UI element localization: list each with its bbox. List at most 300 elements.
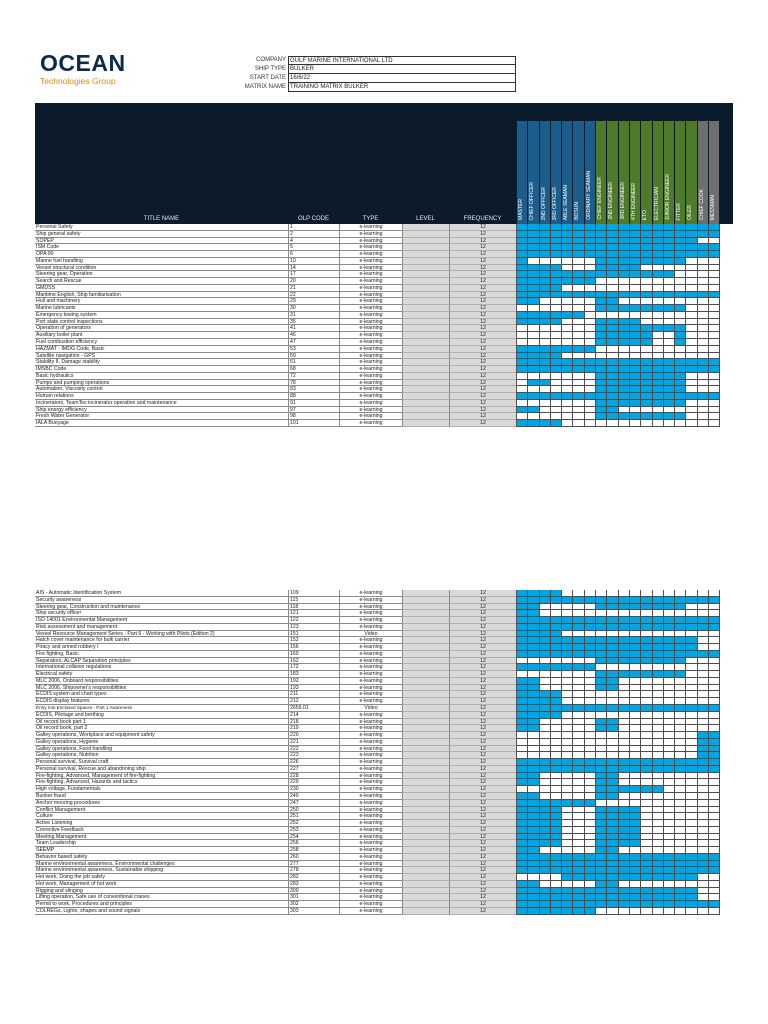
not-required-cell[interactable]	[585, 813, 596, 820]
level-cell[interactable]	[402, 637, 449, 644]
not-required-cell[interactable]	[709, 874, 720, 881]
frequency-cell[interactable]: 12	[449, 604, 516, 611]
not-required-cell[interactable]	[517, 380, 528, 387]
not-required-cell[interactable]	[664, 691, 675, 698]
not-required-cell[interactable]	[619, 773, 630, 780]
required-cell[interactable]	[540, 244, 551, 251]
not-required-cell[interactable]	[698, 685, 709, 692]
not-required-cell[interactable]	[664, 719, 675, 726]
level-cell[interactable]	[402, 590, 449, 597]
required-cell[interactable]	[675, 597, 686, 604]
not-required-cell[interactable]	[551, 298, 562, 305]
required-cell[interactable]	[596, 393, 607, 400]
required-cell[interactable]	[585, 617, 596, 624]
required-cell[interactable]	[686, 854, 697, 861]
not-required-cell[interactable]	[675, 312, 686, 319]
required-cell[interactable]	[528, 807, 539, 814]
required-cell[interactable]	[551, 292, 562, 299]
required-cell[interactable]	[630, 894, 641, 901]
not-required-cell[interactable]	[641, 610, 652, 617]
not-required-cell[interactable]	[709, 691, 720, 698]
not-required-cell[interactable]	[573, 847, 584, 854]
required-cell[interactable]	[653, 867, 664, 874]
olp-code-cell[interactable]: 72	[288, 373, 339, 380]
course-title-cell[interactable]: International collision regulations	[35, 664, 288, 671]
required-cell[interactable]	[573, 292, 584, 299]
required-cell[interactable]	[619, 238, 630, 245]
not-required-cell[interactable]	[664, 746, 675, 753]
not-required-cell[interactable]	[641, 881, 652, 888]
required-cell[interactable]	[551, 251, 562, 258]
required-cell[interactable]	[709, 366, 720, 373]
type-cell[interactable]: e-learning	[339, 637, 402, 644]
required-cell[interactable]	[596, 359, 607, 366]
required-cell[interactable]	[551, 901, 562, 908]
frequency-cell[interactable]: 12	[449, 746, 516, 753]
not-required-cell[interactable]	[573, 719, 584, 726]
olp-code-cell[interactable]: 59	[288, 353, 339, 360]
required-cell[interactable]	[596, 644, 607, 651]
not-required-cell[interactable]	[698, 258, 709, 265]
olp-code-cell[interactable]: 253	[288, 827, 339, 834]
course-title-cell[interactable]: Rigging and slinging	[35, 888, 288, 895]
required-cell[interactable]	[596, 766, 607, 773]
course-title-cell[interactable]: Automation, Viscosity control	[35, 386, 288, 393]
not-required-cell[interactable]	[528, 400, 539, 407]
olp-code-cell[interactable]: 301	[288, 894, 339, 901]
required-cell[interactable]	[517, 312, 528, 319]
not-required-cell[interactable]	[562, 752, 573, 759]
required-cell[interactable]	[528, 894, 539, 901]
level-cell[interactable]	[402, 597, 449, 604]
required-cell[interactable]	[630, 617, 641, 624]
olp-code-cell[interactable]: 240	[288, 793, 339, 800]
required-cell[interactable]	[528, 224, 539, 231]
required-cell[interactable]	[664, 766, 675, 773]
olp-code-cell[interactable]: 250	[288, 807, 339, 814]
required-cell[interactable]	[675, 888, 686, 895]
required-cell[interactable]	[619, 258, 630, 265]
required-cell[interactable]	[630, 888, 641, 895]
required-cell[interactable]	[619, 861, 630, 868]
required-cell[interactable]	[698, 861, 709, 868]
course-title-cell[interactable]: COLREGs, Lights, shapes and sound signals	[35, 908, 288, 915]
not-required-cell[interactable]	[540, 400, 551, 407]
not-required-cell[interactable]	[675, 834, 686, 841]
required-cell[interactable]	[551, 366, 562, 373]
required-cell[interactable]	[528, 238, 539, 245]
olp-code-cell[interactable]: 83	[288, 386, 339, 393]
not-required-cell[interactable]	[641, 664, 652, 671]
required-cell[interactable]	[664, 861, 675, 868]
required-cell[interactable]	[573, 624, 584, 631]
required-cell[interactable]	[641, 386, 652, 393]
not-required-cell[interactable]	[551, 373, 562, 380]
not-required-cell[interactable]	[653, 265, 664, 272]
required-cell[interactable]	[585, 854, 596, 861]
required-cell[interactable]	[540, 224, 551, 231]
required-cell[interactable]	[596, 834, 607, 841]
required-cell[interactable]	[596, 840, 607, 847]
required-cell[interactable]	[664, 644, 675, 651]
required-cell[interactable]	[675, 894, 686, 901]
olp-code-cell[interactable]: 68	[288, 366, 339, 373]
not-required-cell[interactable]	[653, 319, 664, 326]
required-cell[interactable]	[664, 651, 675, 658]
not-required-cell[interactable]	[528, 386, 539, 393]
level-cell[interactable]	[402, 393, 449, 400]
not-required-cell[interactable]	[653, 346, 664, 353]
required-cell[interactable]	[517, 407, 528, 414]
not-required-cell[interactable]	[562, 678, 573, 685]
not-required-cell[interactable]	[562, 610, 573, 617]
required-cell[interactable]	[562, 224, 573, 231]
course-title-cell[interactable]: MLC 2006, Onboard responsibilities	[35, 678, 288, 685]
course-title-cell[interactable]: Hatch cover maintenance for bulk carrier	[35, 637, 288, 644]
not-required-cell[interactable]	[528, 258, 539, 265]
olp-code-cell[interactable]: 251	[288, 813, 339, 820]
required-cell[interactable]	[641, 373, 652, 380]
type-cell[interactable]: e-learning	[339, 861, 402, 868]
type-cell[interactable]: e-learning	[339, 908, 402, 915]
required-cell[interactable]	[528, 813, 539, 820]
type-cell[interactable]: Video	[339, 631, 402, 638]
not-required-cell[interactable]	[641, 346, 652, 353]
frequency-cell[interactable]: 12	[449, 271, 516, 278]
type-cell[interactable]: e-learning	[339, 407, 402, 414]
required-cell[interactable]	[551, 807, 562, 814]
required-cell[interactable]	[596, 373, 607, 380]
required-cell[interactable]	[551, 265, 562, 272]
not-required-cell[interactable]	[585, 312, 596, 319]
required-cell[interactable]	[664, 894, 675, 901]
not-required-cell[interactable]	[562, 258, 573, 265]
required-cell[interactable]	[619, 325, 630, 332]
required-cell[interactable]	[596, 894, 607, 901]
level-cell[interactable]	[402, 671, 449, 678]
not-required-cell[interactable]	[562, 793, 573, 800]
not-required-cell[interactable]	[698, 407, 709, 414]
required-cell[interactable]	[675, 393, 686, 400]
required-cell[interactable]	[596, 292, 607, 299]
required-cell[interactable]	[517, 624, 528, 631]
frequency-cell[interactable]: 12	[449, 231, 516, 238]
not-required-cell[interactable]	[675, 725, 686, 732]
level-cell[interactable]	[402, 373, 449, 380]
not-required-cell[interactable]	[607, 908, 618, 915]
frequency-cell[interactable]: 12	[449, 637, 516, 644]
required-cell[interactable]	[686, 651, 697, 658]
required-cell[interactable]	[630, 705, 641, 712]
type-cell[interactable]: e-learning	[339, 393, 402, 400]
olp-code-cell[interactable]: 4	[288, 238, 339, 245]
type-cell[interactable]: e-learning	[339, 658, 402, 665]
not-required-cell[interactable]	[653, 631, 664, 638]
required-cell[interactable]	[596, 773, 607, 780]
required-cell[interactable]	[573, 854, 584, 861]
not-required-cell[interactable]	[630, 712, 641, 719]
required-cell[interactable]	[528, 244, 539, 251]
olp-code-cell[interactable]: 230	[288, 786, 339, 793]
not-required-cell[interactable]	[664, 813, 675, 820]
required-cell[interactable]	[551, 813, 562, 820]
olp-code-cell[interactable]: 172	[288, 664, 339, 671]
required-cell[interactable]	[619, 651, 630, 658]
not-required-cell[interactable]	[573, 407, 584, 414]
not-required-cell[interactable]	[686, 353, 697, 360]
not-required-cell[interactable]	[686, 400, 697, 407]
required-cell[interactable]	[664, 874, 675, 881]
course-title-cell[interactable]: Basic hydraulics	[35, 373, 288, 380]
required-cell[interactable]	[607, 407, 618, 414]
required-cell[interactable]	[562, 251, 573, 258]
frequency-cell[interactable]: 12	[449, 413, 516, 420]
olp-code-cell[interactable]: 17	[288, 271, 339, 278]
required-cell[interactable]	[619, 366, 630, 373]
required-cell[interactable]	[562, 637, 573, 644]
not-required-cell[interactable]	[698, 319, 709, 326]
not-required-cell[interactable]	[562, 773, 573, 780]
not-required-cell[interactable]	[607, 610, 618, 617]
required-cell[interactable]	[653, 325, 664, 332]
not-required-cell[interactable]	[540, 339, 551, 346]
required-cell[interactable]	[585, 861, 596, 868]
required-cell[interactable]	[596, 705, 607, 712]
required-cell[interactable]	[686, 224, 697, 231]
not-required-cell[interactable]	[664, 840, 675, 847]
required-cell[interactable]	[517, 698, 528, 705]
level-cell[interactable]	[402, 867, 449, 874]
required-cell[interactable]	[653, 292, 664, 299]
course-title-cell[interactable]: Meeting Management	[35, 834, 288, 841]
required-cell[interactable]	[653, 894, 664, 901]
olp-code-cell[interactable]: 6	[288, 251, 339, 258]
not-required-cell[interactable]	[619, 285, 630, 292]
level-cell[interactable]	[402, 894, 449, 901]
course-title-cell[interactable]: Fire-fighting, Advanced, Management of fire-fighting	[35, 773, 288, 780]
required-cell[interactable]	[619, 305, 630, 312]
required-cell[interactable]	[517, 894, 528, 901]
not-required-cell[interactable]	[686, 380, 697, 387]
not-required-cell[interactable]	[641, 407, 652, 414]
required-cell[interactable]	[551, 244, 562, 251]
not-required-cell[interactable]	[664, 793, 675, 800]
required-cell[interactable]	[596, 305, 607, 312]
not-required-cell[interactable]	[641, 834, 652, 841]
type-cell[interactable]: e-learning	[339, 854, 402, 861]
level-cell[interactable]	[402, 251, 449, 258]
not-required-cell[interactable]	[630, 420, 641, 427]
olp-code-cell[interactable]: 10	[288, 258, 339, 265]
not-required-cell[interactable]	[630, 298, 641, 305]
course-title-cell[interactable]: Marine environmental awareness, Environmental challenges	[35, 861, 288, 868]
frequency-cell[interactable]: 12	[449, 658, 516, 665]
not-required-cell[interactable]	[585, 610, 596, 617]
required-cell[interactable]	[653, 271, 664, 278]
required-cell[interactable]	[585, 705, 596, 712]
olp-code-cell[interactable]: 183	[288, 671, 339, 678]
required-cell[interactable]	[641, 854, 652, 861]
required-cell[interactable]	[630, 292, 641, 299]
not-required-cell[interactable]	[698, 353, 709, 360]
frequency-cell[interactable]: 12	[449, 773, 516, 780]
not-required-cell[interactable]	[573, 786, 584, 793]
not-required-cell[interactable]	[573, 413, 584, 420]
required-cell[interactable]	[653, 617, 664, 624]
type-cell[interactable]: e-learning	[339, 685, 402, 692]
required-cell[interactable]	[686, 637, 697, 644]
required-cell[interactable]	[585, 292, 596, 299]
not-required-cell[interactable]	[686, 698, 697, 705]
not-required-cell[interactable]	[686, 305, 697, 312]
required-cell[interactable]	[517, 678, 528, 685]
frequency-cell[interactable]: 12	[449, 224, 516, 231]
required-cell[interactable]	[619, 251, 630, 258]
required-cell[interactable]	[540, 319, 551, 326]
required-cell[interactable]	[517, 420, 528, 427]
type-cell[interactable]: e-learning	[339, 271, 402, 278]
required-cell[interactable]	[540, 888, 551, 895]
not-required-cell[interactable]	[573, 685, 584, 692]
not-required-cell[interactable]	[686, 820, 697, 827]
required-cell[interactable]	[641, 271, 652, 278]
required-cell[interactable]	[619, 271, 630, 278]
not-required-cell[interactable]	[540, 725, 551, 732]
not-required-cell[interactable]	[573, 400, 584, 407]
not-required-cell[interactable]	[653, 278, 664, 285]
not-required-cell[interactable]	[686, 678, 697, 685]
level-cell[interactable]	[402, 346, 449, 353]
frequency-cell[interactable]: 12	[449, 339, 516, 346]
required-cell[interactable]	[540, 380, 551, 387]
type-cell[interactable]: e-learning	[339, 359, 402, 366]
required-cell[interactable]	[641, 604, 652, 611]
not-required-cell[interactable]	[698, 800, 709, 807]
not-required-cell[interactable]	[664, 847, 675, 854]
required-cell[interactable]	[562, 874, 573, 881]
required-cell[interactable]	[562, 238, 573, 245]
not-required-cell[interactable]	[528, 332, 539, 339]
required-cell[interactable]	[517, 861, 528, 868]
required-cell[interactable]	[607, 265, 618, 272]
not-required-cell[interactable]	[562, 590, 573, 597]
not-required-cell[interactable]	[585, 325, 596, 332]
required-cell[interactable]	[596, 678, 607, 685]
required-cell[interactable]	[540, 854, 551, 861]
not-required-cell[interactable]	[573, 373, 584, 380]
type-cell[interactable]: e-learning	[339, 285, 402, 292]
level-cell[interactable]	[402, 834, 449, 841]
required-cell[interactable]	[585, 238, 596, 245]
required-cell[interactable]	[528, 590, 539, 597]
not-required-cell[interactable]	[698, 238, 709, 245]
required-cell[interactable]	[653, 413, 664, 420]
required-cell[interactable]	[641, 413, 652, 420]
not-required-cell[interactable]	[686, 881, 697, 888]
required-cell[interactable]	[653, 305, 664, 312]
required-cell[interactable]	[630, 400, 641, 407]
required-cell[interactable]	[562, 644, 573, 651]
required-cell[interactable]	[528, 698, 539, 705]
not-required-cell[interactable]	[562, 881, 573, 888]
required-cell[interactable]	[675, 624, 686, 631]
required-cell[interactable]	[664, 413, 675, 420]
required-cell[interactable]	[528, 604, 539, 611]
required-cell[interactable]	[641, 359, 652, 366]
olp-code-cell[interactable]: 31	[288, 312, 339, 319]
required-cell[interactable]	[540, 624, 551, 631]
course-title-cell[interactable]: Culture	[35, 813, 288, 820]
not-required-cell[interactable]	[551, 610, 562, 617]
required-cell[interactable]	[653, 854, 664, 861]
required-cell[interactable]	[540, 691, 551, 698]
type-cell[interactable]: e-learning	[339, 894, 402, 901]
required-cell[interactable]	[630, 854, 641, 861]
required-cell[interactable]	[528, 685, 539, 692]
type-cell[interactable]: e-learning	[339, 725, 402, 732]
required-cell[interactable]	[551, 631, 562, 638]
frequency-cell[interactable]: 12	[449, 258, 516, 265]
required-cell[interactable]	[607, 325, 618, 332]
required-cell[interactable]	[573, 651, 584, 658]
required-cell[interactable]	[686, 617, 697, 624]
required-cell[interactable]	[641, 658, 652, 665]
not-required-cell[interactable]	[698, 380, 709, 387]
not-required-cell[interactable]	[641, 725, 652, 732]
not-required-cell[interactable]	[573, 671, 584, 678]
required-cell[interactable]	[664, 244, 675, 251]
not-required-cell[interactable]	[540, 305, 551, 312]
required-cell[interactable]	[698, 732, 709, 739]
required-cell[interactable]	[551, 908, 562, 915]
required-cell[interactable]	[664, 597, 675, 604]
frequency-cell[interactable]: 12	[449, 373, 516, 380]
not-required-cell[interactable]	[596, 691, 607, 698]
not-required-cell[interactable]	[675, 739, 686, 746]
required-cell[interactable]	[607, 373, 618, 380]
not-required-cell[interactable]	[619, 881, 630, 888]
required-cell[interactable]	[517, 840, 528, 847]
course-title-cell[interactable]: Operation of generators	[35, 325, 288, 332]
not-required-cell[interactable]	[517, 413, 528, 420]
required-cell[interactable]	[698, 766, 709, 773]
required-cell[interactable]	[653, 651, 664, 658]
type-cell[interactable]: e-learning	[339, 332, 402, 339]
required-cell[interactable]	[653, 597, 664, 604]
required-cell[interactable]	[607, 604, 618, 611]
required-cell[interactable]	[540, 285, 551, 292]
required-cell[interactable]	[596, 861, 607, 868]
not-required-cell[interactable]	[641, 746, 652, 753]
required-cell[interactable]	[562, 800, 573, 807]
course-title-cell[interactable]: Lifting operation, Safe use of conventional cranes	[35, 894, 288, 901]
frequency-cell[interactable]: 12	[449, 813, 516, 820]
required-cell[interactable]	[596, 685, 607, 692]
required-cell[interactable]	[596, 888, 607, 895]
required-cell[interactable]	[709, 867, 720, 874]
required-cell[interactable]	[517, 827, 528, 834]
required-cell[interactable]	[653, 244, 664, 251]
required-cell[interactable]	[585, 867, 596, 874]
level-cell[interactable]	[402, 908, 449, 915]
frequency-cell[interactable]: 12	[449, 678, 516, 685]
not-required-cell[interactable]	[641, 712, 652, 719]
not-required-cell[interactable]	[698, 773, 709, 780]
required-cell[interactable]	[619, 759, 630, 766]
required-cell[interactable]	[641, 292, 652, 299]
required-cell[interactable]	[573, 705, 584, 712]
required-cell[interactable]	[664, 258, 675, 265]
